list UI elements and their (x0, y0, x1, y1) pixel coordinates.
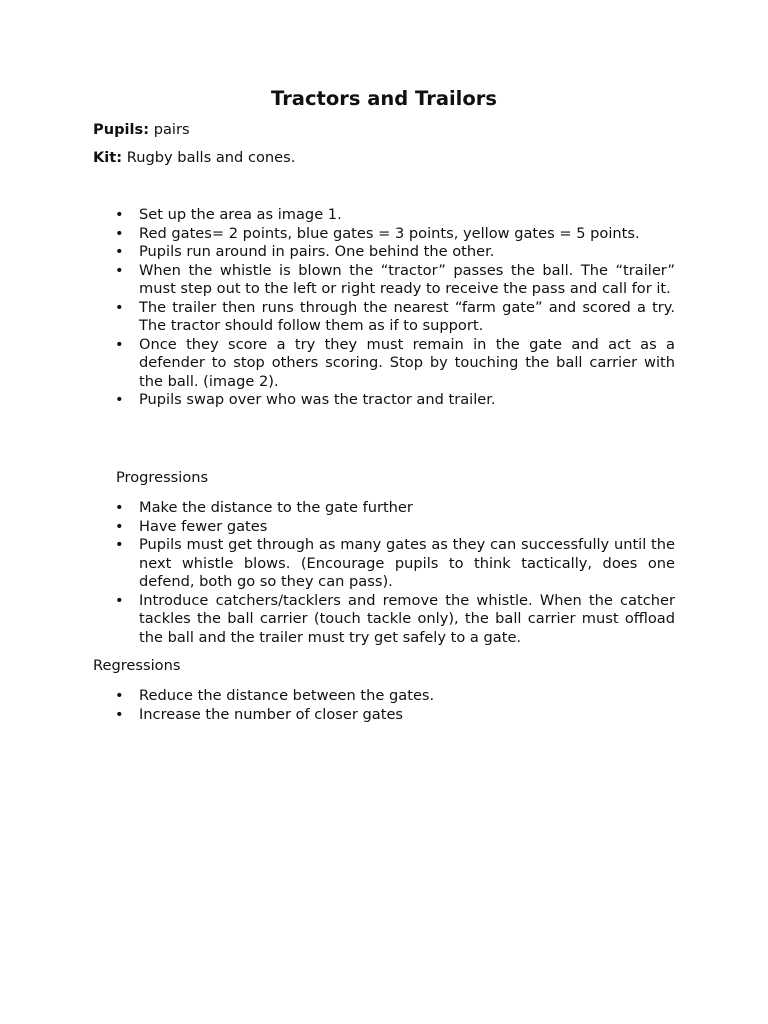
bullet-icon: • (115, 687, 124, 704)
list-item-text: Pupils run around in pairs. One behind the other. (139, 243, 495, 260)
list-item-text: When the whistle is blown the “tractor” passes the ball. The “trailer” must step out to the left or right ready to receive the pass and call for it. (139, 261, 675, 297)
list-item-text: Red gates= 2 points, blue gates = 3 points, yellow gates = 5 points. (139, 224, 640, 242)
list-item-text: Have fewer gates (139, 517, 268, 535)
list-item (93, 706, 675, 725)
kit-line (93, 149, 295, 168)
list-item (93, 687, 675, 706)
document-title: Tractors and Trailors (271, 87, 497, 110)
list-item-text: The trailer then runs through the nearest “farm gate” and scored a try. The tractor should follow them as if to support. (139, 298, 675, 334)
list-item (93, 262, 675, 299)
list-item-text: Increase the number of closer gates (139, 705, 404, 723)
list-item-text: Make the distance to the gate further (139, 499, 413, 516)
bullet-icon: • (115, 335, 124, 353)
bullet-icon: • (115, 517, 124, 535)
bullet-icon: • (115, 705, 124, 723)
bullet-icon: • (115, 206, 124, 223)
list-item (93, 299, 675, 336)
list-item (93, 592, 675, 648)
bullet-icon: • (115, 591, 124, 609)
pupils-line (93, 121, 190, 140)
list-item (93, 206, 675, 225)
list-item-text: Once they score a try they must remain in the gate and act as a defender to stop others scoring. Stop by touching the ball carrier with the ball. (image 2). (139, 335, 675, 390)
regressions-list (93, 687, 675, 724)
pupils-label: Pupils: (93, 121, 150, 138)
list-item-text: Set up the area as image 1. (139, 206, 342, 223)
bullet-icon: • (115, 298, 124, 316)
list-item-text: Reduce the distance between the gates. (139, 687, 435, 704)
list-item (93, 336, 675, 392)
bullet-icon: • (115, 391, 124, 408)
kit-label: Kit: (93, 149, 123, 166)
bullet-icon: • (115, 224, 124, 242)
progressions-list (93, 499, 675, 647)
list-item-text: Pupils swap over who was the tractor and trailer. (139, 391, 496, 408)
bullet-icon: • (115, 499, 124, 516)
regressions-heading: Regressions (93, 657, 181, 674)
main-points-list (93, 206, 675, 410)
kit-value: Rugby balls and cones. (122, 149, 296, 166)
progressions-heading: Progressions (116, 469, 209, 486)
list-item (93, 225, 675, 244)
bullet-icon: • (115, 243, 124, 260)
list-item-text: Introduce catchers/tacklers and remove the whistle. When the catcher tackles the ball carrier (touch tackle only), the ball carrier must offload the ball and the trailer must try get safely to a gate. (139, 591, 675, 646)
list-item (93, 518, 675, 537)
bullet-icon: • (115, 536, 124, 553)
pupils-value: pairs (149, 121, 190, 138)
bullet-icon: • (115, 261, 124, 279)
list-item (93, 536, 675, 592)
list-item (93, 499, 675, 518)
list-item-text: Pupils must get through as many gates as they can successfully until the next whistle blows. (Encourage pupils to think tactically, does one defend, both go so they can pass). (139, 536, 675, 590)
list-item (93, 391, 675, 410)
list-item (93, 243, 675, 262)
